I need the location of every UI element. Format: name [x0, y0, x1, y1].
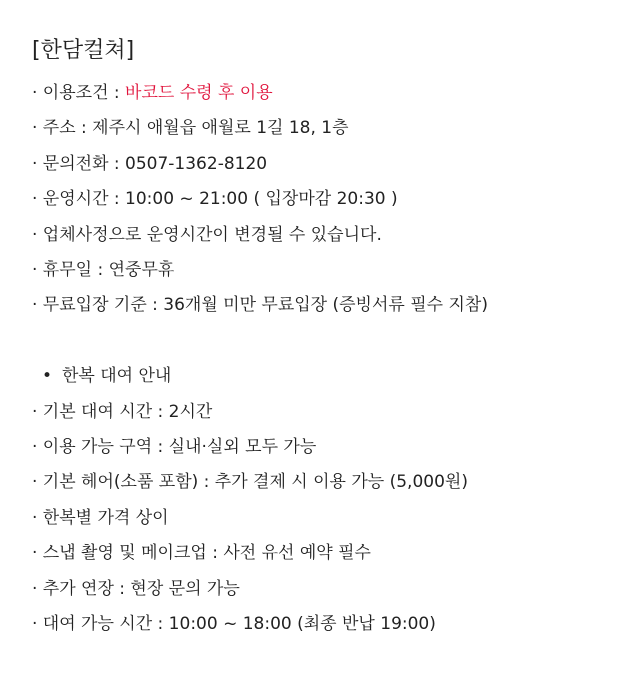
rental-hours: · 대여 가능 시간 : 10:00 ~ 18:00 (최종 반납 19:00) [32, 614, 436, 635]
bullet-icon: • [42, 366, 53, 387]
hours: · 운영시간 : 10:00 ~ 21:00 ( 입장마감 20:30 ) [32, 189, 398, 210]
price-note: · 한복별 가격 상이 [32, 507, 169, 528]
spacer [32, 324, 640, 359]
hanbok-heading [32, 359, 640, 394]
phone: · 문의전화 : 0507-1362-8120 [32, 153, 268, 174]
hair-option: · 기본 헤어(소품 포함) : 추가 결제 시 이용 가능 (5,000원) [32, 472, 468, 493]
usage-condition-label: · 이용조건 : [32, 83, 126, 103]
hanbok-heading-text: 한복 대여 안내 [62, 366, 172, 387]
closed-days: · 휴무일 : 연중무휴 [32, 260, 175, 281]
address: · 주소 : 제주시 애월읍 애월로 1길 18, 1층 [32, 118, 349, 139]
snap-makeup: · 스냅 촬영 및 메이크업 : 사전 유선 예약 필수 [32, 543, 371, 564]
usage-condition-highlight: 바코드 수령 후 이용 [125, 83, 273, 103]
free-admission: · 무료입장 기준 : 36개월 미만 무료입장 (증빙서류 필수 지참) [32, 295, 488, 316]
rental-duration: · 기본 대여 시간 : 2시간 [32, 401, 213, 422]
venue-title: [한담컬쳐] [32, 38, 135, 63]
hours-notice: · 업체사정으로 운영시간이 변경될 수 있습니다. [32, 224, 382, 245]
usage-condition [32, 76, 640, 111]
extension: · 추가 연장 : 현장 문의 가능 [32, 578, 240, 599]
usage-area: · 이용 가능 구역 : 실내·실외 모두 가능 [32, 437, 317, 458]
